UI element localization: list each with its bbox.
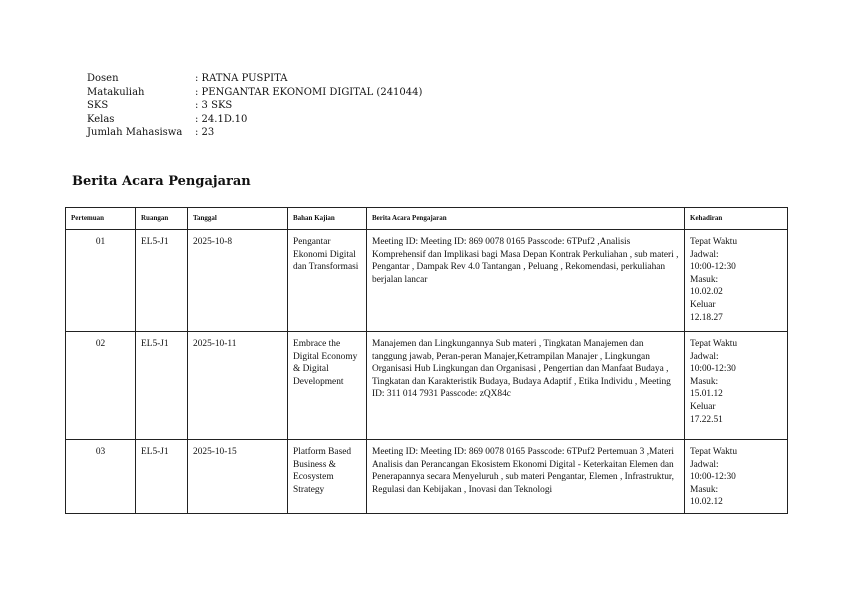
info-label: Jumlah Mahasiswa [87,127,183,139]
header-pertemuan: Pertemuan [66,208,136,230]
cell-bahan-kajian: Embrace the Digital Economy & Digital Development [288,332,367,440]
table-row [66,230,788,332]
cell-kehadiran: Tepat Waktu Jadwal: 10:00-12:30 Masuk: 10.02.12 [685,440,788,514]
cell-bahan-kajian: Platform Based Business & Ecosystem Strategy [288,440,367,514]
info-row-matakuliah [87,86,422,100]
teaching-report-table [65,207,788,514]
cell-pertemuan: 02 [66,332,136,440]
cell-pertemuan: 03 [66,440,136,514]
table-header-row [66,208,788,230]
info-row-jumlah-mahasiswa [87,126,422,140]
info-label: Kelas [87,113,115,125]
cell-ruangan: EL5-J1 [136,230,188,332]
table-row [66,332,788,440]
cell-berita-acara: Meeting ID: Meeting ID: 869 0078 0165 Passcode: 6TPuf2 ,Analisis Komprehensif dan Implikasi bagi Masa Depan Kontrak Perkuliahan , sub materi , Pengantar , Dampak Rev 4.0 Tantangan , Peluang , Rekomendasi, perkuliahan berjalan lancar [367,230,685,332]
table-row [66,440,788,514]
header-berita-acara: Berita Acara Pengajaran [367,208,685,230]
header-tanggal: Tanggal [188,208,288,230]
info-row-kelas [87,113,422,127]
info-value: : 23 [195,127,215,139]
info-label: Matakuliah [87,86,145,98]
header-kehadiran: Kehadiran [685,208,788,230]
cell-kehadiran: Tepat Waktu Jadwal: 10:00-12:30 Masuk: 15.01.12 Keluar 17.22.51 [685,332,788,440]
section-title: Berita Acara Pengajaran [72,174,251,189]
info-label: SKS [87,100,109,112]
header-ruangan: Ruangan [136,208,188,230]
cell-tanggal: 2025-10-11 [188,332,288,440]
cell-bahan-kajian: Pengantar Ekonomi Digital dan Transformasi [288,230,367,332]
info-row-dosen [87,72,422,86]
info-value: : 24.1D.10 [195,113,248,125]
cell-pertemuan: 01 [66,230,136,332]
cell-ruangan: EL5-J1 [136,440,188,514]
info-value: : RATNA PUSPITA [195,73,288,84]
info-value: : 3 SKS [195,100,233,112]
course-info [87,72,422,140]
info-label: Dosen [87,73,119,84]
info-value: : PENGANTAR EKONOMI DIGITAL (241044) [195,86,423,98]
cell-tanggal: 2025-10-8 [188,230,288,332]
cell-kehadiran: Tepat Waktu Jadwal: 10:00-12:30 Masuk: 10.02.02 Keluar 12.18.27 [685,230,788,332]
cell-berita-acara: Meeting ID: Meeting ID: 869 0078 0165 Passcode: 6TPuf2 Pertemuan 3 ,Materi Analisis dan Perancangan Ekosistem Ekonomi Digital - Keterkaitan Elemen dan Penerapannya secara Menyeluruh , sub materi Pengantar, Elemen , Infrastruktur, Regulasi dan Kebijakan , Inovasi dan Teknologi [367,440,685,514]
header-bahan-kajian: Bahan Kajian [288,208,367,230]
info-row-sks [87,99,422,113]
cell-berita-acara: Manajemen dan Lingkungannya Sub materi , Tingkatan Manajemen dan tanggung jawab, Peran-peran Manajer,Ketrampilan Manajer , Lingkungan Organisasi Hub Lingkungan dan Organisasi , Pengertian dan Manfaat Budaya , Tingkatan dan Karakteristik Budaya, Budaya Adaptif , Etika Individu , Meeting ID: 311 014 7931 Passcode: zQX84c [367,332,685,440]
cell-ruangan: EL5-J1 [136,332,188,440]
cell-tanggal: 2025-10-15 [188,440,288,514]
